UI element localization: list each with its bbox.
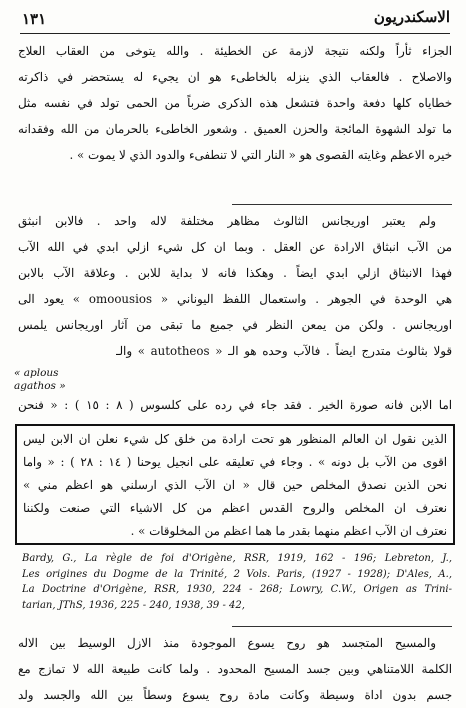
quote-line: الذين نقول ان العالم المنظور هو تحت ارادة من خلق كل شيء نعلن ان الابن ليس xyxy=(23,432,447,446)
paragraph-2-line: قولا بثالوث متدرج ايضاً . فالآب وحده هو الـ « autotheos » والـ xyxy=(116,344,452,358)
boxed-quotation xyxy=(15,424,455,545)
bibliography-block xyxy=(22,551,452,613)
bibliography-line: tarian, JThS, 1936, 225 - 240, 1938, 39 - 42, xyxy=(22,599,245,611)
greek-term-agathos: agathos » xyxy=(14,380,66,392)
section-divider xyxy=(232,626,452,627)
greek-term-aplous: « aplous xyxy=(14,367,59,379)
paragraph-3-line: جسم بدون اداة وسيطة وكانت مادة روح يسوع وسطاً بين الله والجسد ولد xyxy=(18,688,452,702)
page-header xyxy=(22,8,450,32)
bibliography-line: La Doctrine d'Origène, RSR, 1930, 224 - 268; Lowry, C.W., Origen as Trini- xyxy=(22,584,452,595)
paragraph-1-line: الجزاء ثأراً ولكنه نتيجة لازمة عن الخطيئة . والله يتوخى من العقاب العلاج xyxy=(18,44,452,58)
paragraph-2-line: هي الوحدة في الجوهر . واستعمال اللفظ اليوناني « omoousios » يعود الى xyxy=(18,292,452,306)
paragraph-3-line: والمسيح المتجسد هو روح يسوع الموجودة منذ الازل الوسيط بين الاله xyxy=(18,636,436,650)
paragraph-2-line: اوريجانس . ولكن من يمعن النظر في جميع ما تبقى من آثار اوريجانس يلمس xyxy=(18,318,452,332)
quote-line: نحن الذين نصدق المخلص حين قال « ان الآب الذي ارسلني هو اعظم مني » xyxy=(23,478,447,492)
paragraph-1-line: خيره الاعظم وغايته القصوى هو « النار التي لا تنطفىء والدود الذي لا يموت » . xyxy=(69,148,452,162)
paragraph-2-line: من الآب انبثاق الارادة عن العقل . وبما ان كل شيء ازلي ابدي في الله الآب xyxy=(18,240,452,254)
paragraph-2-line: فهذا الانبثاق ازلي ابدي ايضاً . وهكذا فانه لا بداية للابن . وعلاقة الآب بالابن xyxy=(18,266,452,280)
paragraph-2-line: ولم يعتبر اوريجانس الثالوث مظاهر مختلفة لاله واحد . فالابن انبثق xyxy=(18,214,436,228)
quote-line: نعترف ان الآب اعظم منهما بقدر ما هما اعظم من المخلوقات » . xyxy=(130,524,447,538)
quote-line: اقوى من الآب بل دونه » . وجاء في تعليقه على انجيل يوحنا ( ١٤ : ٢٨ ) : « واما xyxy=(23,455,447,469)
paragraph-1-line: ما تولد الشهوة المائجة والحزن العميق . وشعور الخاطىء بالحرمان من الله وفقدانه xyxy=(18,122,452,136)
bibliography-line: Bardy, G., La règle de foi d'Origène, RSR, 1919, 162 - 196; Lebreton, J., xyxy=(22,553,452,564)
paragraph-1-line: خطاياه كلها دفعة واحدة فتشعل هذه الذكرى ضرباً من الحمى تولد في نفسه مثل xyxy=(18,96,452,110)
quote-line: نعترف ان المخلص والروح القدس اعظم من كل الاشياء التي صنعت ولكننا xyxy=(23,501,447,515)
paragraph-2-line: اما الابن فانه صورة الخير . فقد جاء في رده على كلسوس ( ٨ : ١٥ ) : « فنحن xyxy=(18,398,452,412)
paragraph-1-line: والاصلاح . فالعقاب الذي ينزله بالخاطىء هو ان يجيء له يستحضر في ذاكرته xyxy=(18,70,452,84)
running-head: الاسكندريون xyxy=(373,8,450,26)
section-divider xyxy=(232,204,452,205)
page-number: ١٣١ xyxy=(22,10,47,28)
bibliography-line: Les origines du Dogme de la Trinité, 2 Vols. Paris, (1927 - 1928); D'Ales, A., xyxy=(22,568,452,580)
paragraph-3-line: الكلمة اللامتناهي وبين جسد المسيح المحدود . ولما كانت طبيعة الله لا تمازج مع xyxy=(18,662,452,676)
header-rule xyxy=(20,33,450,34)
